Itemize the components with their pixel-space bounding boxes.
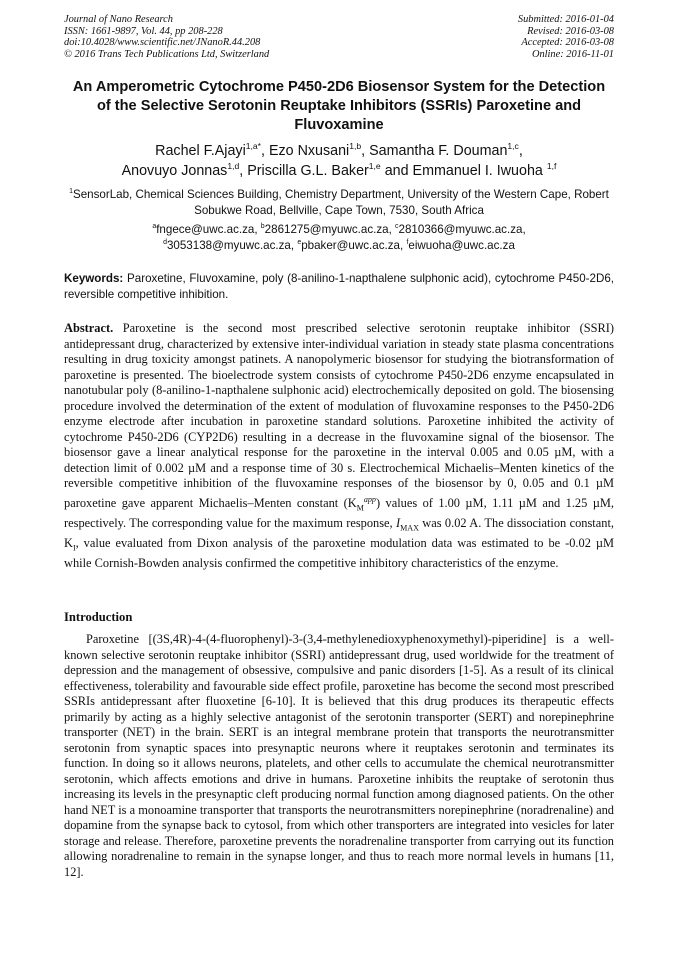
- email-link[interactable]: 2810366@myuwc.ac.za,: [398, 223, 526, 236]
- author: Anovuyo Jonnas: [121, 163, 228, 179]
- author: Samantha F. Douman: [369, 143, 508, 159]
- email-link[interactable]: 3053138@myuwc.ac.za: [166, 238, 291, 252]
- keywords: [64, 271, 614, 302]
- date-revised: Revised: 2016-03-08: [527, 25, 614, 37]
- journal-name: Journal of Nano Research: [64, 14, 173, 25]
- author: Rachel F.Ajayi: [155, 143, 246, 159]
- author: Emmanuel I. Iwuoha: [412, 163, 543, 179]
- keywords-label: Keywords:: [64, 272, 124, 285]
- email-link[interactable]: 2861275@myuwc.ac.za: [264, 223, 389, 236]
- author-affiliation-marker: 1,b: [349, 141, 362, 152]
- email-link[interactable]: eiwuoha@uwc.ac.za: [408, 238, 515, 252]
- affiliation: [64, 187, 614, 218]
- journal-info: [64, 14, 269, 60]
- author-affiliation-marker: 1,a*: [245, 141, 262, 152]
- email-link[interactable]: pbaker@uwc.ac.za: [301, 238, 400, 252]
- author-affiliation-marker: 1,c: [507, 141, 519, 152]
- author-affiliation-marker: 1,e: [368, 161, 381, 172]
- abstract-label: Abstract.: [64, 321, 114, 335]
- author-affiliation-marker: 1,f: [546, 161, 557, 172]
- journal-copyright: © 2016 Trans Tech Publications Ltd, Switzerland: [64, 48, 270, 60]
- journal-issn: ISSN: 1661-9897, Vol. 44, pp 208-228: [64, 25, 223, 37]
- email-link[interactable]: fngece@uwc.ac.za: [156, 223, 255, 236]
- author-list: Rachel F.Ajayi$^{1,a*}$, Ezo Nxusani$^{1,b}$, Samantha F. Douman$^{1,c}$, Anovuyo Jonnas$^{1,d}$, Priscilla G.L. Baker$^{1,e}$ and Emmanuel I. Iwuoha $^{1,f}$: [121, 141, 557, 179]
- abstract: Abstract. Paroxetine is the second most prescribed selective serotonin reuptake inhibitor (SSRI) antidepressant drug, characterized by extensive inter-individual variation in steady state plasma concentrations resulting in drug toxicity amongst patinets. A nanopolymeric biosensor for studying the biotransformation of paroxetine is presented. The bioelectrode system consists of cytochrome P450-2D6 enzyme encapsulated in nanotubular poly (8-anilino-1-napthalene sulphonic acid) electrochemically deposited on gold. The biosensing procedure involved the determination of the extent of modulation of fluvoxamine responses to the P450-2D6 enzyme electrode after incubation in paroxetine standard solutions. Paroxetine inhibited the activity of cytochrome P450-2D6 (CYP2D6) resulting in a decrease in the fluvoxamine signal of the biosensor. The biosensor gave a linear analytical response for the paroxetine in the interval 0.005 and 0.05 µM, with a detection limit of 0.002 µM and a response time of 30 s. Electrochemical Michaelis–Menten kinetics of the reversible competitive inhibition of the fluvoxamine responses of the biosensor by 0, 0.05 and 0.1 µM paroxetine gave apparent Michaelis–Menten constant $(K_M^{app})$ values of 1.00 µM, 1.11 µM and 1.25 µM, respectively. The corresponding value for the maximum response, $I_{MAX}$ was 0.02 A. The dissociation constant, $K_I$, value evaluated from Dixon analysis of the paroxetine modulation data was estimated to be -0.02 µM while Cornish-Bowden analysis confirmed the competitive inhibitory characteristics of the enzyme.: [64, 321, 614, 570]
- paper-title: An Amperometric Cytochrome P450-2D6 Biosensor System for the Detection of the Selective Serotonin Reuptake Inhibitors (SSRIs) Paroxetine and Fluvoxamine: [72, 79, 606, 133]
- affiliation-text: SensorLab, Chemical Sciences Building, Chemistry Department, University of the Western Cape, Robert Sobukwe Road, Bellville, Cape Town, 7530, South Africa: [72, 188, 609, 217]
- date-accepted: Accepted: 2016-03-08: [521, 37, 614, 49]
- author: Ezo Nxusani: [268, 143, 350, 159]
- journal-doi: doi:10.4028/www.scientific.net/JNanoR.44.208: [64, 37, 261, 49]
- section-heading-introduction: Introduction: [64, 610, 133, 624]
- date-online: Online: 2016-11-01: [531, 48, 614, 60]
- author: Priscilla G.L. Baker: [247, 163, 369, 179]
- date-submitted: Submitted: 2016-01-04: [517, 14, 614, 25]
- keywords-text: Paroxetine, Fluvoxamine, poly (8-anilino-1-napthalene sulphonic acid), cytochrome P450-2D6, reversible competitive inhibition.: [64, 272, 614, 301]
- affiliation-marker: 1: [69, 188, 73, 196]
- article-dates: [518, 14, 614, 60]
- author-affiliation-marker: 1,d: [227, 161, 240, 172]
- introduction-paragraph: Paroxetine [(3S,4R)-4-(4-fluorophenyl)-3-(3,4-methylenedioxyphenoxymethyl)-piperidine] is a well-known selective serotonin reuptake inhibitor (SSRI) antidepressant drug, used worldwide for the treatment of depression and the management of obsessive, compulsive and panic disorders [1-5]. As a result of its clinical effectiveness, tolerability and favourable side effect profile, paroxetine has become the second most prescribed SSRIs antidepressant after fluoxetine [6-10]. It is believed that this drug produces its therapeutic effects primarily by acting as a highly selective antagonist of the serotonin transporter (SERT) and norepinephrine transporter (NET) in the brain. SERT is an integral membrane protein that transports the neurotransmitter serotonin from synaptic spaces into presynaptic neurons where it reuptakes serotonin and terminates its function. In doing so it allows neurons, platelets, and other cells to accumulate the chemical neurotransmitter serotonin, which affects emotions and drive in humans. Paroxetine inhibits the reuptake of serotonin thus increasing its levels in the presynaptic cleft producing normal function among diagnosed patients. On the other hand NET is a monoamine transporter that transports the neurotransmitters norepinephrine (noradrenaline) and dopamine from the synapse back to cytosol, from which other transporters are integrated into vesicles for later storage and release. Therefore, paroxetine prevents the noradrenaline transporter from carrying out its function allowing noradrenaline to remain in the synapse longer, and thus to reach more normal levels in humans [11, 12].: [64, 632, 614, 879]
- author-emails: $^a$fngece@uwc.ac.za, $^b$2861275@myuwc.ac.za, $^c$2810366@myuwc.ac.za, $^d$3053138@myuwc.ac.za, $^e$pbaker@uwc.ac.za, $^f$eiwuoha@uwc.ac.za: [152, 223, 526, 252]
